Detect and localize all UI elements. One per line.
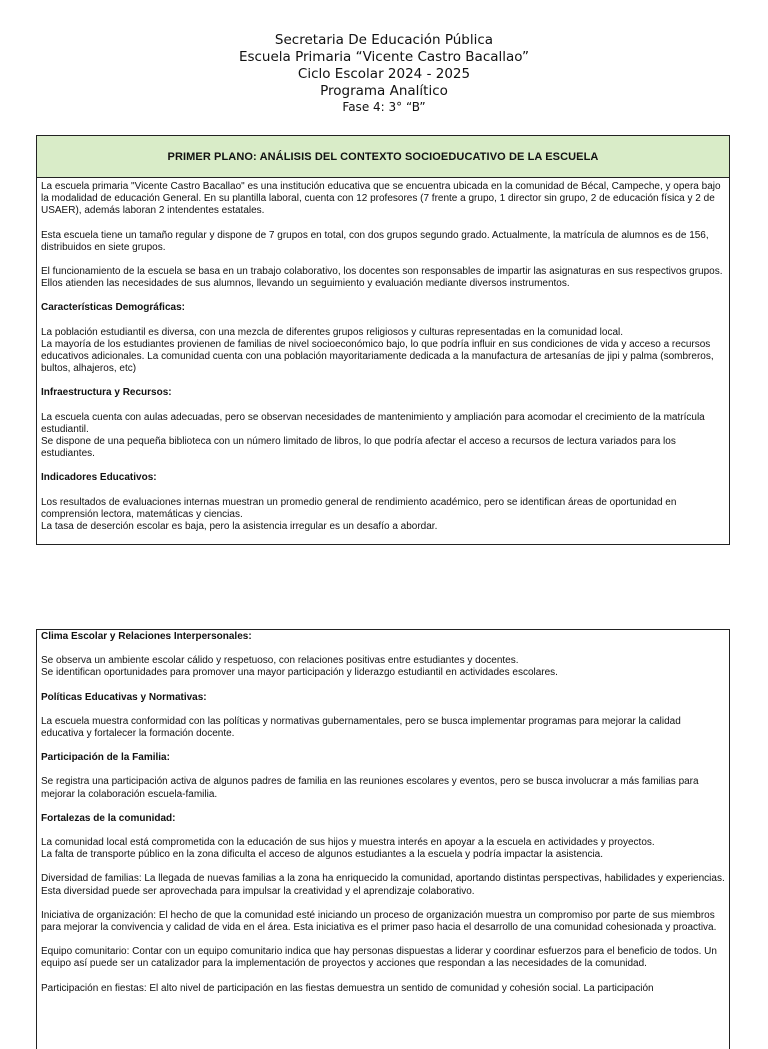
context-analysis-box [36, 135, 730, 545]
header-escuela: Escuela Primaria “Vicente Castro Bacallao” [238, 49, 530, 65]
paragraph-indicators-1: Los resultados de evaluaciones internas muestran un promedio general de rendimiento académico, pero se identifican áreas de oportunidad en comprensión lectora, matemáticas y ciencias. [41, 496, 677, 520]
context-analysis-content [37, 178, 729, 533]
context-analysis-content-continued [37, 630, 729, 995]
heading-demographics: Características Demográficas: [41, 302, 185, 314]
paragraph-strengths-2: La falta de transporte público en la zona dificulta el acceso de algunos estudiantes a la escuela y podría impactar la asistencia. [41, 849, 604, 861]
paragraph-community-team: Equipo comunitario: Contar con un equipo comunitario indica que hay personas dispuestas a liderar y coordinar esfuerzos para el beneficio de todos. Un equipo así puede ser un catalizador para la implementación de proyectos y acciones que respondan a las necesidades de la comunidad. [41, 946, 717, 970]
heading-infrastructure: Infraestructura y Recursos: [41, 387, 172, 399]
paragraph-organization-initiative: Iniciativa de organización: El hecho de que la comunidad esté iniciando un proceso de organización muestra un compromiso por parte de sus miembros para mejorar la convivencia y calidad de vida en el área. Esta iniciativa es el primer paso hacia el desarrollo de una comunidad cohesionada y proactiva. [41, 909, 717, 934]
paragraph-family-diversity: Diversidad de familias: La llegada de nuevas familias a la zona ha enriquecido la comunidad, aportando distintas perspectivas, habilidades y experiencias. Esta diversidad puede ser aprovechada para impulsar la creatividad y el aprendizaje colaborativo. [41, 873, 725, 897]
heading-family-participation: Participación de la Familia: [41, 752, 170, 764]
paragraph-school-description: La escuela primaria "Vicente Castro Bacallao" es una institución educativa que se encuentra ubicada en la comunidad de Bécal, Campeche, y opera bajo la modalidad de educación General. En su plantilla laboral, cuenta con 12 profesores (7 frente a grupo, 1 director sin grupo, 2 de educación física y 2 de USAER), además laboran 2 intendentes estatales. [41, 181, 721, 217]
heading-policies: Políticas Educativas y Normativas: [41, 691, 207, 703]
paragraph-demographics-2: La mayoría de los estudiantes provienen de familias de nivel socioeconómico bajo, lo que podría influir en sus condiciones de vida y acceso a recursos educativos adicionales. La comunidad cuenta con una población mayoritariamente dedicada a la manufactura de artesanías de jipi y palma (sombreros, bultos, alhajeros, etc) [41, 338, 714, 375]
paragraph-family-1: Se registra una participación activa de algunos padres de familia en las reuniones escolares y eventos, pero se busca involucrar a más familias para mejorar la colaboración escuela-familia. [41, 776, 699, 800]
heading-indicators: Indicadores Educativos: [41, 472, 157, 484]
heading-school-climate: Clima Escolar y Relaciones Interpersonales: [41, 631, 252, 642]
paragraph-indicators-2: La tasa de deserción escolar es baja, pero la asistencia irregular es un desafío a abordar. [41, 521, 438, 533]
header-ciclo: Ciclo Escolar 2024 - 2025 [297, 66, 471, 82]
paragraph-policies-1: La escuela muestra conformidad con las políticas y normativas gubernamentales, pero se busca implementar programas para mejorar la calidad educativa y fortalecer la formación docente. [41, 715, 681, 740]
paragraph-festivities: Participación en fiestas: El alto nivel de participación en las fiestas demuestra un sentido de comunidad y cohesión social. La participación [41, 982, 654, 994]
heading-community-strengths: Fortalezas de la comunidad: [41, 812, 176, 824]
paragraph-climate-1: Se observa un ambiente escolar cálido y respetuoso, con relaciones positivas entre estudiantes y docentes. [41, 655, 519, 667]
paragraph-demographics-1: La población estudiantil es diversa, con una mezcla de diferentes grupos religiosos y culturas representadas en la comunidad local. [41, 326, 624, 338]
section-title-bar [37, 136, 729, 178]
paragraph-strengths-1: La comunidad local está comprometida con la educación de sus hijos y muestra interés en apoyar a la escuela en actividades y proyectos. [41, 837, 655, 849]
context-analysis-box-continued [36, 629, 730, 1049]
document-header [0, 32, 768, 115]
header-programa: Programa Analítico [320, 83, 448, 99]
paragraph-infrastructure-1: La escuela cuenta con aulas adecuadas, pero se observan necesidades de mantenimiento y ampliación para acomodar el crecimiento de la matrícula estudiantil. [41, 411, 705, 435]
paragraph-school-operation: El funcionamiento de la escuela se basa en un trabajo colaborativo, los docentes son responsables de impartir las asignaturas en sus respectivos grupos. Ellos atienden las necesidades de sus alumnos, llevando un seguimiento y evaluación mediante diversos instrumentos. [41, 266, 723, 290]
paragraph-climate-2: Se identifican oportunidades para promover una mayor participación y liderazgo estudiantil en actividades escolares. [41, 667, 558, 679]
section-title: PRIMER PLANO: ANÁLISIS DEL CONTEXTO SOCIOEDUCATIVO DE LA ESCUELA [167, 150, 599, 163]
header-fase: Fase 4: 3° “B” [342, 100, 426, 114]
paragraph-infrastructure-2: Se dispone de una pequeña biblioteca con un número limitado de libros, lo que podría afectar el acceso a recursos de lectura variados para los estudiantes. [41, 436, 676, 460]
paragraph-school-size: Esta escuela tiene un tamaño regular y dispone de 7 grupos en total, con dos grupos segundo grado. Actualmente, la matrícula de alumnos es de 156, distribuidos en siete grupos. [41, 229, 709, 253]
header-secretaria: Secretaria De Educación Pública [274, 32, 494, 48]
